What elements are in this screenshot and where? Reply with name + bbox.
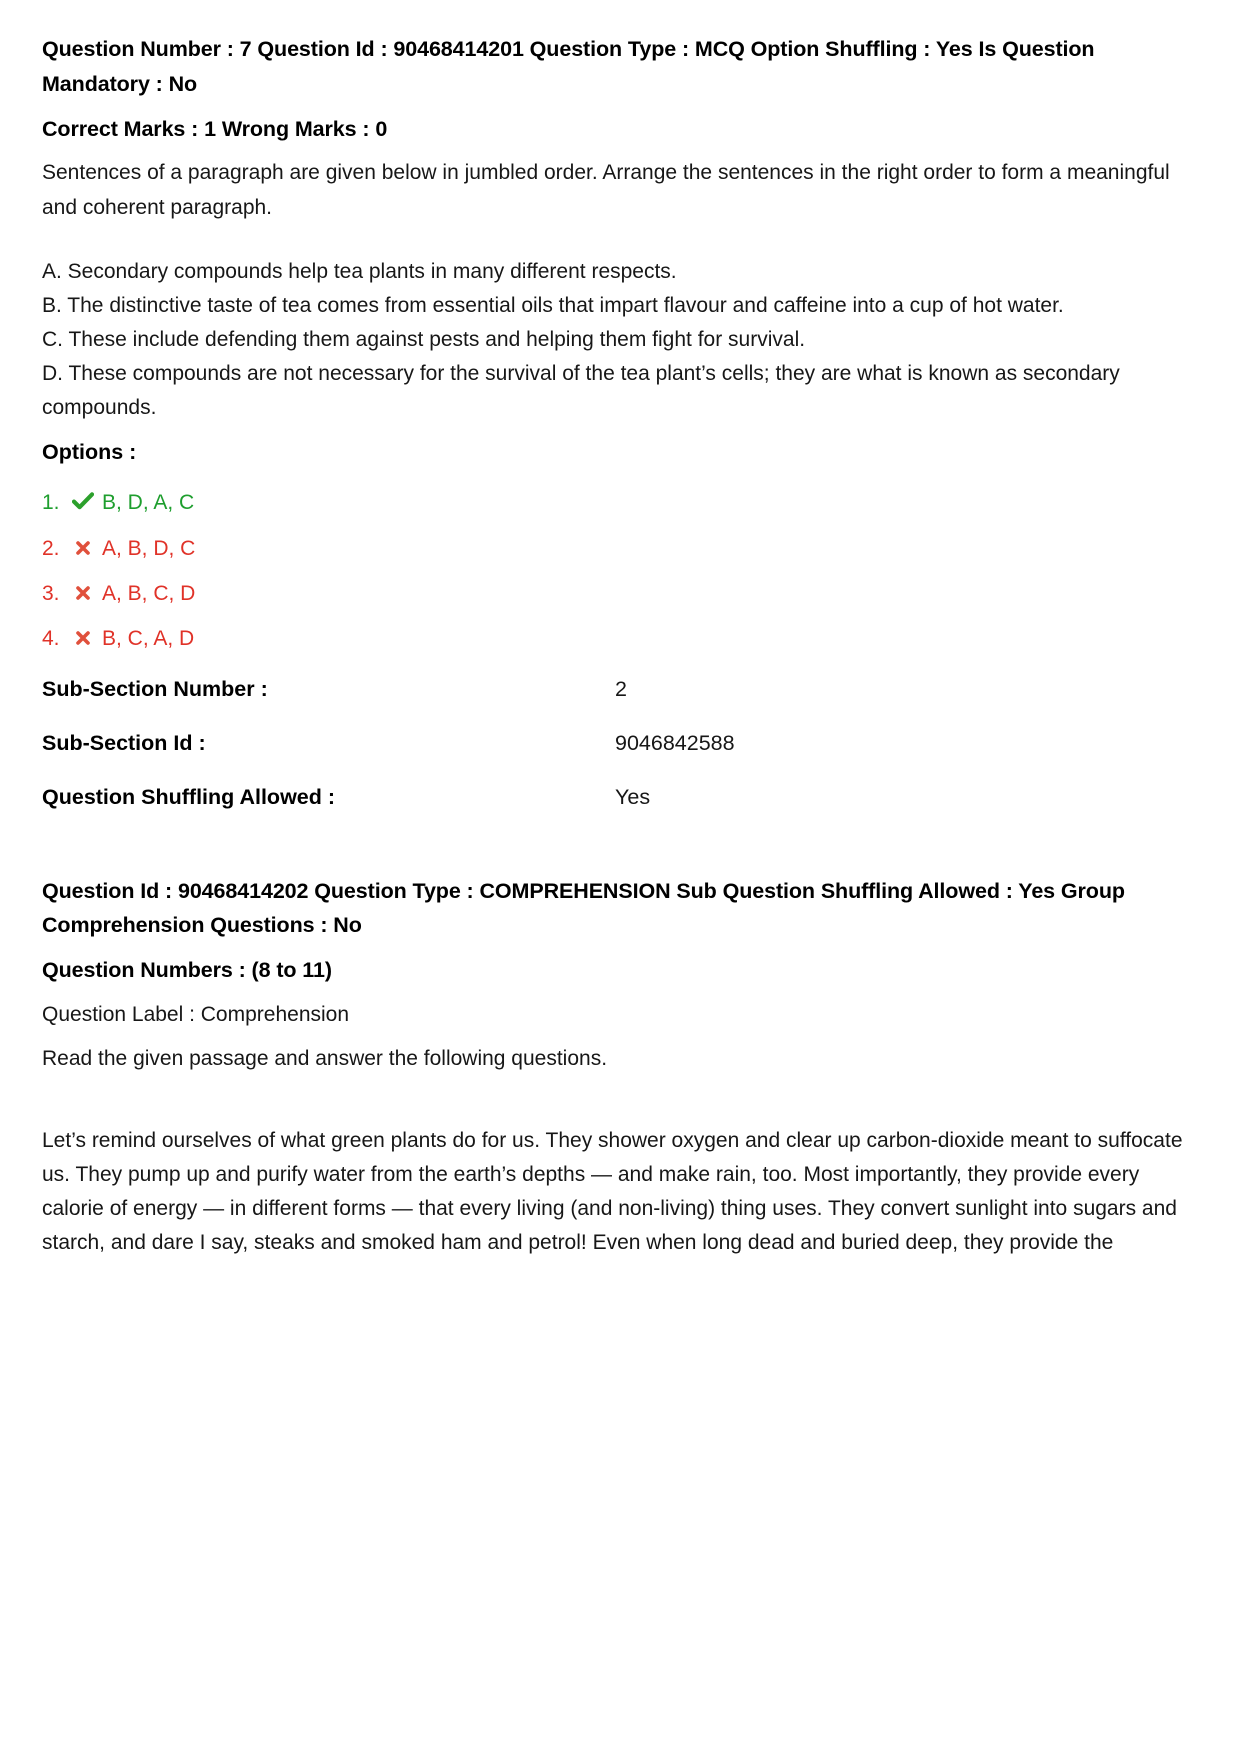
comprehension-passage: Let’s remind ourselves of what green plants do for us. They shower oxygen and clear up carbon-dioxide meant to suffocate us. They pump up and purify water from the earth’s depths — and make rain, too. Most importantly, they provide every calorie of energy — in different forms — that every living (and non-living) thing uses. They convert sunlight into sugars and starch, and dare I say, steaks and smoked ham and petrol! Even when long dead and buried deep, they provide the xyxy=(42,1129,1183,1255)
spacer xyxy=(42,1076,1198,1124)
option-text: A, B, C, D xyxy=(102,581,196,605)
statement-d: D. These compounds are not necessary for the survival of the tea plant’s cells; they are what is known as secondary compounds. xyxy=(42,361,1120,419)
spacer xyxy=(42,102,1198,112)
option-row-2[interactable] xyxy=(42,537,1198,560)
detail-value: Yes xyxy=(615,784,651,809)
question-7-meta-line-2: Correct Marks : 1 Wrong Marks : 0 xyxy=(42,116,388,141)
check-icon xyxy=(70,492,96,510)
spacer xyxy=(42,225,1198,255)
option-number: 3. xyxy=(42,581,60,605)
statement-a: A. Secondary compounds help tea plants in many different respects. xyxy=(42,259,677,283)
spacer xyxy=(42,943,1198,953)
options-list xyxy=(42,491,1198,649)
option-number: 2. xyxy=(42,536,60,560)
detail-label: Sub-Section Id : xyxy=(42,730,206,755)
statement-b: B. The distinctive taste of tea comes from essential oils that impart flavour and caffeine into a cup of hot water. xyxy=(42,293,1064,317)
option-row-4[interactable] xyxy=(42,627,1198,650)
question-7-detail-table xyxy=(42,676,1198,812)
detail-label: Sub-Section Number : xyxy=(42,676,268,701)
detail-label: Question Shuffling Allowed : xyxy=(42,784,336,809)
question-7-statement-list xyxy=(42,255,1198,425)
comprehension-question-label: Question Label : Comprehension xyxy=(42,1003,350,1027)
detail-row-question-shuffling-allowed xyxy=(42,784,1198,812)
options-heading: Options : xyxy=(42,439,137,464)
question-comprehension-block xyxy=(42,874,1198,1261)
detail-value: 2 xyxy=(615,676,627,701)
question-7-meta-line-1: Question Number : 7 Question Id : 90468414201 Question Type : MCQ Option Shuffling : Yes Is Question Mandatory : No xyxy=(42,37,1095,96)
comprehension-instruction: Read the given passage and answer the following questions. xyxy=(42,1047,608,1071)
spacer xyxy=(42,812,1198,874)
cross-icon xyxy=(70,585,96,601)
option-number: 4. xyxy=(42,626,60,650)
statement-c: C. These include defending them against pests and helping them fight for survival. xyxy=(42,327,806,351)
cross-icon xyxy=(70,540,96,556)
option-text: B, D, A, C xyxy=(102,491,195,515)
cross-icon xyxy=(70,630,96,646)
spacer xyxy=(42,146,1198,156)
option-number: 1. xyxy=(42,491,60,515)
option-row-1[interactable] xyxy=(42,491,1198,514)
comprehension-meta-line-1: Question Id : 90468414202 Question Type : COMPREHENSION Sub Question Shuffling Allowed : Yes Group Comprehension Questions : No xyxy=(42,878,1125,938)
question-7-block xyxy=(42,32,1198,812)
question-7-instruction: Sentences of a paragraph are given below in jumbled order. Arrange the sentences in the right order to form a meaningful and coherent paragraph. xyxy=(42,161,1170,219)
comprehension-meta-line-2: Question Numbers : (8 to 11) xyxy=(42,958,332,983)
spacer xyxy=(42,425,1198,435)
option-row-3[interactable] xyxy=(42,582,1198,605)
detail-row-sub-section-id xyxy=(42,730,1198,758)
spacer xyxy=(42,1032,1198,1042)
option-text: B, C, A, D xyxy=(102,626,195,650)
option-text: A, B, D, C xyxy=(102,536,196,560)
spacer xyxy=(42,988,1198,998)
detail-value: 9046842588 xyxy=(615,730,735,755)
detail-row-sub-section-number xyxy=(42,676,1198,704)
